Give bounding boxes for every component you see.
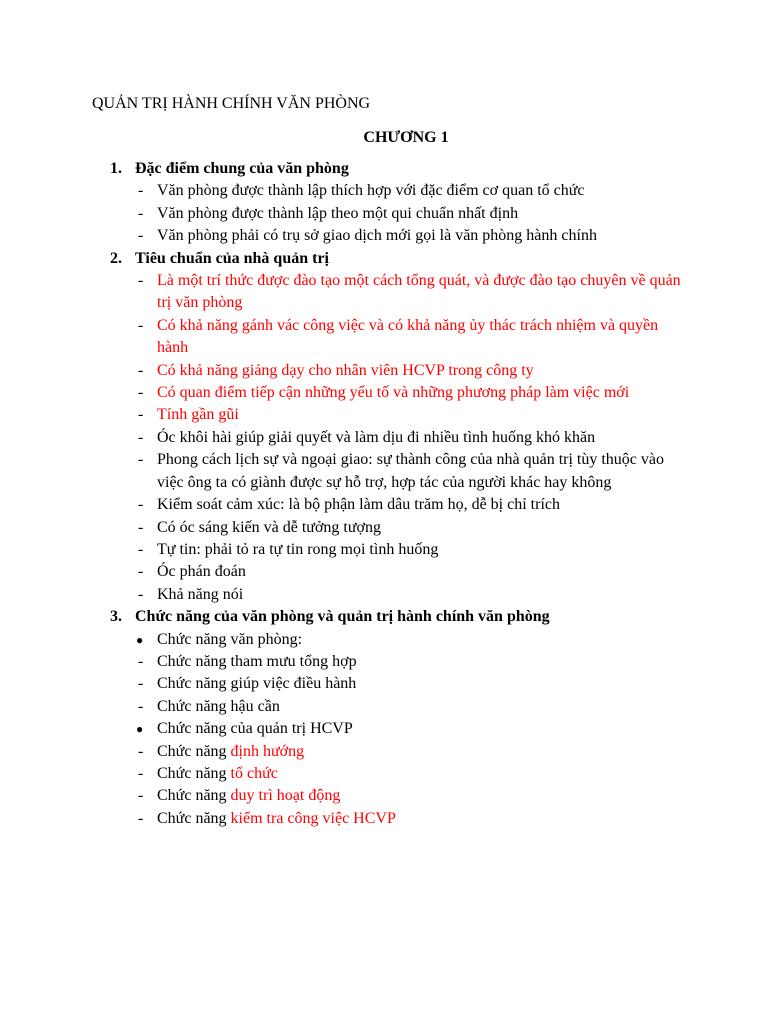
list-item-text: Chức năng [157,809,231,827]
list-item [110,203,690,225]
list-item-highlight: duy trì hoạt động [230,787,341,805]
list-item [110,696,690,718]
list-item-text: Có óc sáng kiến và dễ tưởng tượng [157,518,382,536]
list-item-text: Phong cách lịch sự và ngoại giao: sự thành công của nhà quản trị tùy thuộc vào việc ông ta có giành được sự hỗ trợ, hợp tác của người khác hay không [157,451,664,491]
list-item [110,449,690,494]
dash-marker: - [138,451,144,469]
list-item-text: Óc khôi hài giúp giải quyết và làm dịu đi nhiều tình huống khó khăn [157,428,596,446]
dash-marker: - [138,585,144,603]
list-item [110,427,690,449]
dash-marker: - [138,182,144,200]
list-item-text: Tính gần gũi [157,406,239,424]
list-item-text: Là một trí thức được đào tạo một cách tổng quát, và được đào tạo chuyên về quản trị văn phòng [157,272,681,312]
list-item [110,808,690,830]
list-item [110,741,690,763]
dash-marker: - [138,272,144,290]
document-content [110,158,690,830]
list-item-highlight: kiểm tra công việc HCVP [230,809,396,827]
section-number: 3. [110,608,122,626]
list-item-text: Chức năng văn phòng: [157,630,303,648]
dash-marker: - [138,316,144,334]
dash-marker: - [138,540,144,558]
bullet-marker: ● [136,632,144,647]
list-item [110,629,690,651]
dash-marker: - [138,384,144,402]
dash-marker: - [138,361,144,379]
list-item [110,517,690,539]
list-item-text: Chức năng giúp việc điều hành [157,675,357,693]
dash-marker: - [138,496,144,514]
section-title: Tiêu chuẩn của nhà quản trị [135,249,329,267]
section-title: Chức năng của văn phòng và quản trị hành chính văn phòng [135,608,550,626]
dash-marker: - [138,764,144,782]
section-number: 1. [110,160,122,177]
list-item [110,673,690,695]
chapter-heading: CHƯƠNG 1 [363,129,449,146]
list-item-text: Chức năng [157,787,231,805]
bullet-marker: ● [136,722,144,737]
list-item [110,584,690,606]
dash-marker: - [138,742,144,760]
list-item-text: Chức năng tham mưu tổng hợp [157,652,357,670]
document-title: QUẢN TRỊ HÀNH CHÍNH VĂN PHÒNG [92,95,371,112]
list-item-text: Kiểm soát cảm xúc: là bộ phận làm dâu trăm họ, dễ bị chỉ trích [157,496,560,514]
list-item-text: Có khả năng gánh vác công việc và có khả năng ủy thác trách nhiệm và quyền hành [157,316,659,357]
list-item-text: Có khả năng giảng dạy cho nhân viên HCVP trong công ty [157,361,534,379]
dash-marker: - [138,204,144,222]
list-item-highlight: tổ chức [230,764,278,782]
list-item-highlight: định hướng [230,742,305,760]
list-item [110,270,690,315]
list-item-text: Óc phán đoán [157,563,246,581]
dash-marker: - [138,697,144,715]
list-item [110,180,690,202]
dash-marker: - [138,787,144,805]
list-item-text: Có quan điểm tiếp cận những yếu tố và những phương pháp làm việc mới [157,384,630,402]
list-item-text: Chức năng [157,764,231,782]
list-item-text: Văn phòng được thành lập thích hợp với đặc điểm cơ quan tổ chức [157,182,585,200]
list-item [110,360,690,382]
list-item [110,404,690,426]
list-item [110,225,690,247]
dash-marker: - [138,406,144,424]
section-heading [110,158,690,180]
dash-marker: - [138,563,144,581]
list-item-text: Văn phòng phải có trụ sở giao dịch mới gọi là văn phòng hành chính [157,227,597,245]
dash-marker: - [138,428,144,446]
list-item [110,561,690,583]
list-item [110,539,690,561]
list-item [110,651,690,673]
list-item-text: Chức năng [157,742,231,760]
list-item [110,315,690,360]
section-heading [110,248,690,270]
list-item-text: Văn phòng được thành lập theo một qui chuẩn nhất định [157,204,519,222]
dash-marker: - [138,227,144,245]
list-item [110,763,690,785]
list-item [110,718,690,740]
dash-marker: - [138,652,144,670]
dash-marker: - [138,809,144,827]
list-item [110,382,690,404]
list-item [110,494,690,516]
list-item-text: Chức năng hậu cần [157,697,280,715]
list-item-text: Chức năng của quản trị HCVP [157,720,353,738]
dash-marker: - [138,675,144,693]
list-item [110,785,690,807]
section-number: 2. [110,249,122,267]
list-item-text: Tự tin: phải tỏ ra tự tin rong mọi tình huống [157,540,439,558]
section-title: Đặc điểm chung của văn phòng [135,160,349,177]
dash-marker: - [138,518,144,536]
list-item-text: Khả năng nói [157,585,244,603]
section-heading [110,606,690,628]
